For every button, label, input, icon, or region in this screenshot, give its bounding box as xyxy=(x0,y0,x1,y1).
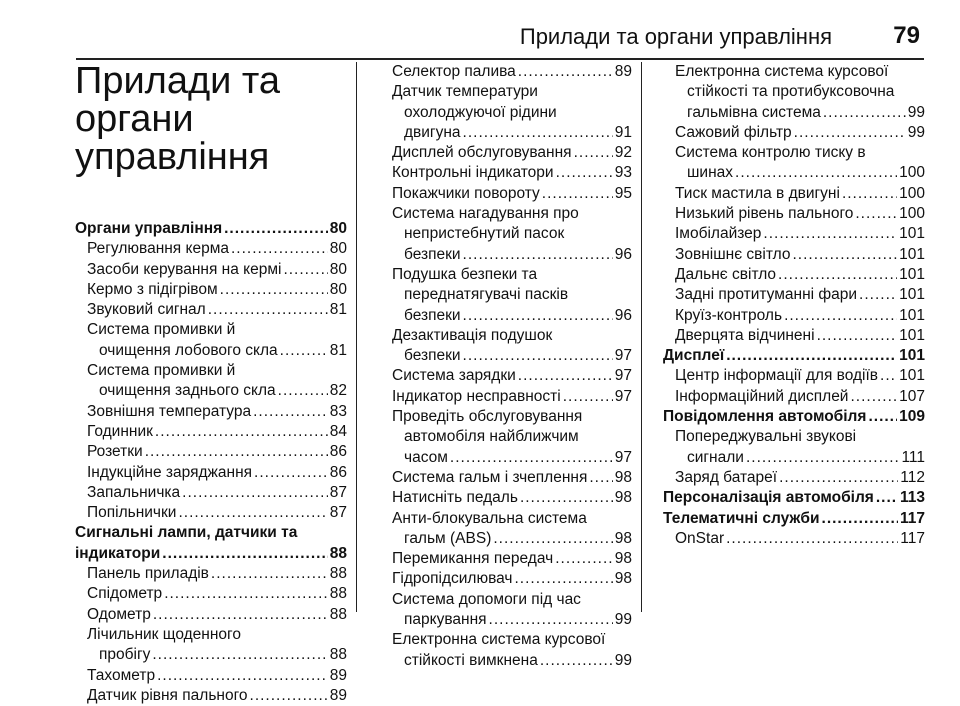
toc-entry[interactable] xyxy=(380,488,632,508)
toc-entries xyxy=(380,62,632,671)
toc-page-number: 96 xyxy=(614,245,632,263)
toc-page-number: 93 xyxy=(614,164,632,182)
toc-page-number: 96 xyxy=(614,306,632,324)
toc-page-number: 99 xyxy=(614,651,632,669)
toc-entry-text: OnStar xyxy=(675,529,725,547)
toc-leader-dots xyxy=(822,509,898,529)
toc-entry[interactable] xyxy=(663,265,925,285)
toc-entry-text: Центр інформації для водіїв xyxy=(675,367,879,385)
chapter-title xyxy=(75,62,347,176)
toc-entry-text: Імобілайзер xyxy=(675,225,762,243)
toc-entry-text: очищення заднього скла xyxy=(99,382,276,400)
toc-page-number: 89 xyxy=(329,666,347,684)
toc-leader-dots xyxy=(763,224,897,244)
toc-entry-text: Кермо з підігрівом xyxy=(87,280,218,298)
toc-page-number: 99 xyxy=(614,611,632,629)
toc-entry-text: стійкості вимкнена xyxy=(404,651,538,669)
toc-entry-text: Задні протитуманні фари xyxy=(675,286,858,304)
toc-page-number: 117 xyxy=(900,529,925,547)
toc-entry-text: Запальничка xyxy=(87,483,181,501)
toc-page-number: 89 xyxy=(614,63,632,80)
toc-page-number: 98 xyxy=(614,489,632,507)
toc-entry-text: Зовнішнє світло xyxy=(675,245,791,263)
toc-page-number: 107 xyxy=(899,387,925,405)
toc-entry[interactable] xyxy=(75,442,347,462)
toc-entry[interactable] xyxy=(380,468,632,488)
toc-leader-dots xyxy=(164,584,328,604)
toc-leader-dots xyxy=(855,204,897,224)
toc-entry-text: Тиск мастила в двигуні xyxy=(675,184,840,202)
toc-entry[interactable] xyxy=(380,549,632,569)
toc-entry-text: Система допомоги під час xyxy=(392,590,581,608)
toc-page-number: 98 xyxy=(614,529,632,547)
toc-entries xyxy=(75,219,347,706)
toc-page-number: 91 xyxy=(614,123,632,141)
toc-entry-text: Дисплей обслуговування xyxy=(392,144,572,162)
toc-entry-text: сигнали xyxy=(687,448,744,466)
toc-page-number: 87 xyxy=(329,483,347,501)
toc-entry-text: Регулювання керма xyxy=(87,240,229,258)
toc-column-1 xyxy=(75,62,347,706)
toc-entry[interactable] xyxy=(380,265,632,326)
toc-entry[interactable] xyxy=(380,509,632,550)
toc-entry-text: безпеки xyxy=(404,347,461,365)
toc-leader-dots xyxy=(489,610,613,630)
chapter-title-line-1: Прилади та органи xyxy=(75,60,281,140)
toc-leader-dots xyxy=(253,402,328,422)
toc-entry-text: Розетки xyxy=(87,443,143,461)
toc-page-number: 98 xyxy=(614,468,632,486)
toc-entry-text: Телематичні служби xyxy=(663,509,820,527)
toc-leader-dots xyxy=(850,387,897,407)
toc-page-number: 80 xyxy=(329,280,347,298)
toc-entry-text: Натисніть педаль xyxy=(392,489,518,507)
toc-page-number: 101 xyxy=(899,367,925,385)
toc-leader-dots xyxy=(817,326,898,346)
toc-leader-dots xyxy=(162,544,327,564)
toc-page-number: 97 xyxy=(614,448,632,466)
toc-entry-text: індикатори xyxy=(75,544,161,562)
toc-entry[interactable] xyxy=(380,82,632,143)
toc-leader-dots xyxy=(224,219,328,239)
toc-leader-dots xyxy=(842,184,897,204)
toc-entry[interactable] xyxy=(663,224,925,244)
toc-entry-text: Заряд батареї xyxy=(675,468,778,486)
toc-leader-dots xyxy=(157,666,328,686)
toc-entry-text: Проведіть обслуговування xyxy=(392,408,583,426)
toc-entry-text: безпеки xyxy=(404,245,461,263)
toc-page-number: 83 xyxy=(329,402,347,420)
toc-entry[interactable] xyxy=(663,427,925,468)
toc-leader-dots xyxy=(540,651,613,671)
toc-page-number: 101 xyxy=(899,286,925,304)
toc-entry-text: Система контролю тиску в xyxy=(675,144,866,162)
toc-leader-dots xyxy=(859,285,897,305)
toc-entry-text: часом xyxy=(404,448,448,466)
toc-entries xyxy=(663,62,925,549)
toc-entry[interactable] xyxy=(75,686,347,706)
toc-leader-dots xyxy=(450,448,613,468)
toc-page-number: 100 xyxy=(899,164,925,182)
toc-entry-text: Одометр xyxy=(87,605,151,623)
column-divider xyxy=(641,62,642,612)
toc-leader-dots xyxy=(155,422,328,442)
toc-entry-text: Попільнички xyxy=(87,504,177,522)
toc-entry-text: очищення лобового скла xyxy=(99,341,278,359)
toc-entry[interactable] xyxy=(380,630,632,671)
toc-entry-text: переднатягувачі пасків xyxy=(404,286,569,304)
toc-entry[interactable] xyxy=(75,239,347,259)
toc-entry[interactable] xyxy=(75,260,347,280)
toc-leader-dots xyxy=(868,407,897,427)
toc-leader-dots xyxy=(823,103,906,123)
toc-page-number: 101 xyxy=(899,245,925,263)
toc-page-number: 101 xyxy=(899,225,925,243)
toc-entry-text: Зовнішня температура xyxy=(87,402,252,420)
toc-entry-text: Селектор палива xyxy=(392,63,516,80)
toc-page-number: 101 xyxy=(899,347,925,365)
toc-page-number: 92 xyxy=(614,144,632,162)
toc-entry-text: Сигнальні лампи, датчики та xyxy=(75,524,298,542)
toc-entry-text: Електронна система курсової xyxy=(675,63,889,80)
toc-entry[interactable] xyxy=(380,326,632,367)
toc-entry-text: Сажовий фільтр xyxy=(675,123,792,141)
toc-leader-dots xyxy=(520,488,613,508)
toc-entry-text: Низький рівень пального xyxy=(675,205,854,223)
toc-entry-text: гальм (ABS) xyxy=(404,529,492,547)
toc-page-number: 111 xyxy=(901,448,925,466)
toc-leader-dots xyxy=(518,366,613,386)
toc-leader-dots xyxy=(518,62,613,82)
toc-entry[interactable] xyxy=(75,564,347,584)
toc-entry-text: непристебнутий пасок xyxy=(404,225,565,243)
toc-page-number: 81 xyxy=(329,301,347,319)
toc-entry-text: Тахометр xyxy=(87,666,156,684)
toc-entry-text: Датчик температури xyxy=(392,83,538,101)
toc-page-number: 100 xyxy=(899,184,925,202)
toc-leader-dots xyxy=(726,529,898,549)
toc-entry[interactable] xyxy=(75,219,347,239)
toc-leader-dots xyxy=(220,280,328,300)
toc-entry-text: гальмівна система xyxy=(687,103,821,121)
toc-entry-text: Індикатор несправності xyxy=(392,387,561,405)
column-divider xyxy=(356,62,357,612)
toc-leader-dots xyxy=(574,143,613,163)
toc-entry-text: автомобіля найближчим xyxy=(404,428,579,446)
toc-page-number: 113 xyxy=(899,489,925,507)
toc-leader-dots xyxy=(589,468,612,488)
toc-column-2 xyxy=(380,62,632,671)
toc-entry[interactable] xyxy=(380,204,632,265)
toc-page-number: 88 xyxy=(329,605,347,623)
toc-page-number: 98 xyxy=(614,570,632,588)
toc-leader-dots xyxy=(283,260,327,280)
toc-entry[interactable] xyxy=(75,280,347,300)
toc-entry-text: Покажчики повороту xyxy=(392,184,540,202)
toc-entry-text: Круїз-контроль xyxy=(675,306,783,324)
toc-entry[interactable] xyxy=(380,387,632,407)
toc-leader-dots xyxy=(563,387,613,407)
toc-column-3 xyxy=(663,62,925,549)
toc-leader-dots xyxy=(493,529,612,549)
toc-leader-dots xyxy=(463,306,613,326)
toc-entry-text: Подушка безпеки та xyxy=(392,265,538,283)
toc-entry[interactable] xyxy=(663,143,925,184)
toc-entry-text: паркування xyxy=(404,611,487,629)
toc-page-number: 81 xyxy=(329,341,347,359)
toc-entry-text: двигуна xyxy=(404,123,461,141)
toc-entry-text: Система гальм і зчеплення xyxy=(392,468,588,486)
toc-page-number: 88 xyxy=(329,585,347,603)
toc-entry[interactable] xyxy=(75,584,347,604)
toc-page-number: 100 xyxy=(899,205,925,223)
toc-entry[interactable] xyxy=(75,483,347,503)
toc-entry-text: Попереджувальні звукові xyxy=(675,428,857,446)
toc-entry[interactable] xyxy=(663,346,925,366)
toc-entry-text: Органи управління xyxy=(75,220,223,237)
toc-leader-dots xyxy=(250,686,328,706)
toc-leader-dots xyxy=(792,245,897,265)
toc-entry[interactable] xyxy=(663,184,925,204)
toc-page-number: 97 xyxy=(614,367,632,385)
toc-entry[interactable] xyxy=(663,488,925,508)
toc-page-number: 101 xyxy=(899,265,925,283)
toc-entry-text: безпеки xyxy=(404,306,461,324)
toc-entry[interactable] xyxy=(75,320,347,361)
toc-entry-text: Контрольні індикатори xyxy=(392,164,554,182)
toc-entry-text: Засоби керування на кермі xyxy=(87,260,282,278)
toc-page-number: 84 xyxy=(329,422,347,440)
toc-leader-dots xyxy=(208,300,328,320)
toc-entry[interactable] xyxy=(75,300,347,320)
toc-entry-text: Звуковий сигнал xyxy=(87,301,206,319)
toc-entry[interactable] xyxy=(380,62,632,82)
toc-leader-dots xyxy=(515,569,613,589)
toc-leader-dots xyxy=(778,265,897,285)
toc-entry[interactable] xyxy=(663,529,925,549)
toc-entry-text: охолоджуючої рідини xyxy=(404,103,557,121)
toc-entry-text: Дезактивація подушок xyxy=(392,326,553,344)
chapter-title-line-2: управління xyxy=(75,136,270,178)
toc-leader-dots xyxy=(182,483,328,503)
toc-entry-text: Інформаційний дисплей xyxy=(675,387,849,405)
toc-entry-text: Датчик рівня пального xyxy=(87,686,248,704)
toc-page-number: 80 xyxy=(329,260,347,278)
toc-entry-text: Система нагадування про xyxy=(392,205,579,223)
toc-page-number: 88 xyxy=(329,646,347,664)
toc-leader-dots xyxy=(254,463,328,483)
toc-leader-dots xyxy=(463,123,613,143)
toc-leader-dots xyxy=(876,488,898,508)
toc-leader-dots xyxy=(211,564,328,584)
toc-entry[interactable] xyxy=(663,509,925,529)
toc-entry[interactable] xyxy=(663,62,925,123)
toc-page-number: 87 xyxy=(329,504,347,522)
toc-entry-text: шинах xyxy=(687,164,734,182)
toc-entry[interactable] xyxy=(75,463,347,483)
toc-page-number: 95 xyxy=(614,184,632,202)
toc-page-number: 98 xyxy=(614,550,632,568)
toc-entry[interactable] xyxy=(75,422,347,442)
toc-entry[interactable] xyxy=(75,625,347,666)
toc-entry-text: Система промивки й xyxy=(87,362,236,380)
toc-page-number: 86 xyxy=(329,443,347,461)
toc-entry[interactable] xyxy=(75,503,347,523)
toc-entry-text: Дисплеї xyxy=(663,347,725,365)
toc-entry[interactable] xyxy=(663,468,925,488)
toc-leader-dots xyxy=(555,549,613,569)
toc-entry[interactable] xyxy=(380,163,632,183)
toc-entry-text: Індукційне заряджання xyxy=(87,463,253,481)
toc-entry-text: Анти-блокувальна система xyxy=(392,509,587,527)
toc-entry[interactable] xyxy=(75,523,347,564)
toc-entry-text: Спідометр xyxy=(87,585,163,603)
toc-leader-dots xyxy=(794,123,906,143)
toc-leader-dots xyxy=(463,245,613,265)
toc-entry[interactable] xyxy=(663,306,925,326)
toc-entry[interactable] xyxy=(75,666,347,686)
toc-entry[interactable] xyxy=(380,143,632,163)
toc-leader-dots xyxy=(152,645,327,665)
page-number: 79 xyxy=(893,22,920,49)
toc-entry[interactable] xyxy=(380,407,632,468)
toc-entry-text: Годинник xyxy=(87,422,153,440)
toc-page-number: 101 xyxy=(899,326,925,344)
toc-leader-dots xyxy=(278,381,328,401)
toc-page-number: 82 xyxy=(329,382,347,400)
toc-page-number: 80 xyxy=(329,220,347,237)
toc-leader-dots xyxy=(231,239,328,259)
toc-page-number: 86 xyxy=(329,463,347,481)
toc-leader-dots xyxy=(735,163,897,183)
toc-leader-dots xyxy=(145,442,328,462)
toc-entry[interactable] xyxy=(380,590,632,631)
toc-entry-text: Система зарядки xyxy=(392,367,516,385)
toc-entry[interactable] xyxy=(380,366,632,386)
toc-leader-dots xyxy=(542,184,613,204)
toc-entry[interactable] xyxy=(663,407,925,427)
toc-leader-dots xyxy=(746,448,899,468)
toc-entry-text: Система промивки й xyxy=(87,321,236,339)
header-title: Прилади та органи управління xyxy=(519,24,832,49)
toc-entry-text: Перемикання передач xyxy=(392,550,554,568)
toc-entry[interactable] xyxy=(663,123,925,143)
toc-page-number: 99 xyxy=(907,103,925,121)
toc-entry-text: Лічильник щоденного xyxy=(87,625,241,643)
toc-entry-text: Гідропідсилювач xyxy=(392,570,513,588)
toc-entry[interactable] xyxy=(75,605,347,625)
toc-page-number: 89 xyxy=(329,686,347,704)
toc-entry[interactable] xyxy=(663,204,925,224)
page-header xyxy=(0,22,920,52)
toc-entry-text: Персоналізація автомобіля xyxy=(663,489,874,507)
toc-leader-dots xyxy=(153,605,328,625)
toc-entry-text: Дальнє світло xyxy=(675,265,777,283)
toc-entry-text: Електронна система курсової xyxy=(392,631,606,649)
toc-leader-dots xyxy=(784,306,897,326)
toc-page-number: 88 xyxy=(329,565,347,583)
toc-entry[interactable] xyxy=(663,366,925,386)
toc-page-number: 117 xyxy=(899,509,925,527)
toc-entry[interactable] xyxy=(380,569,632,589)
toc-entry[interactable] xyxy=(663,245,925,265)
toc-leader-dots xyxy=(880,366,897,386)
toc-page-number: 101 xyxy=(899,306,925,324)
toc-page-number: 109 xyxy=(899,408,925,426)
toc-entry[interactable] xyxy=(663,387,925,407)
toc-entry[interactable] xyxy=(75,402,347,422)
toc-page-number: 88 xyxy=(329,544,347,562)
toc-entry-text: стійкості та протибуксовочна xyxy=(687,83,895,101)
toc-entry[interactable] xyxy=(663,285,925,305)
toc-entry-text: Повідомлення автомобіля xyxy=(663,408,867,426)
toc-page-number: 97 xyxy=(614,387,632,405)
toc-entry-text: пробігу xyxy=(99,646,151,664)
toc-page-number: 112 xyxy=(900,468,925,486)
toc-entry-text: Дверцята відчинені xyxy=(675,326,815,344)
toc-page-number: 97 xyxy=(614,347,632,365)
toc-leader-dots xyxy=(556,163,613,183)
toc-leader-dots xyxy=(280,341,328,361)
toc-entry[interactable] xyxy=(75,361,347,402)
toc-leader-dots xyxy=(463,346,613,366)
toc-page-number: 80 xyxy=(329,240,347,258)
toc-page-number: 99 xyxy=(907,123,925,141)
toc-leader-dots xyxy=(726,346,897,366)
toc-entry-text: Панель приладів xyxy=(87,565,209,583)
toc-leader-dots xyxy=(178,503,327,523)
toc-entry[interactable] xyxy=(663,326,925,346)
toc-entry[interactable] xyxy=(380,184,632,204)
toc-leader-dots xyxy=(779,468,898,488)
